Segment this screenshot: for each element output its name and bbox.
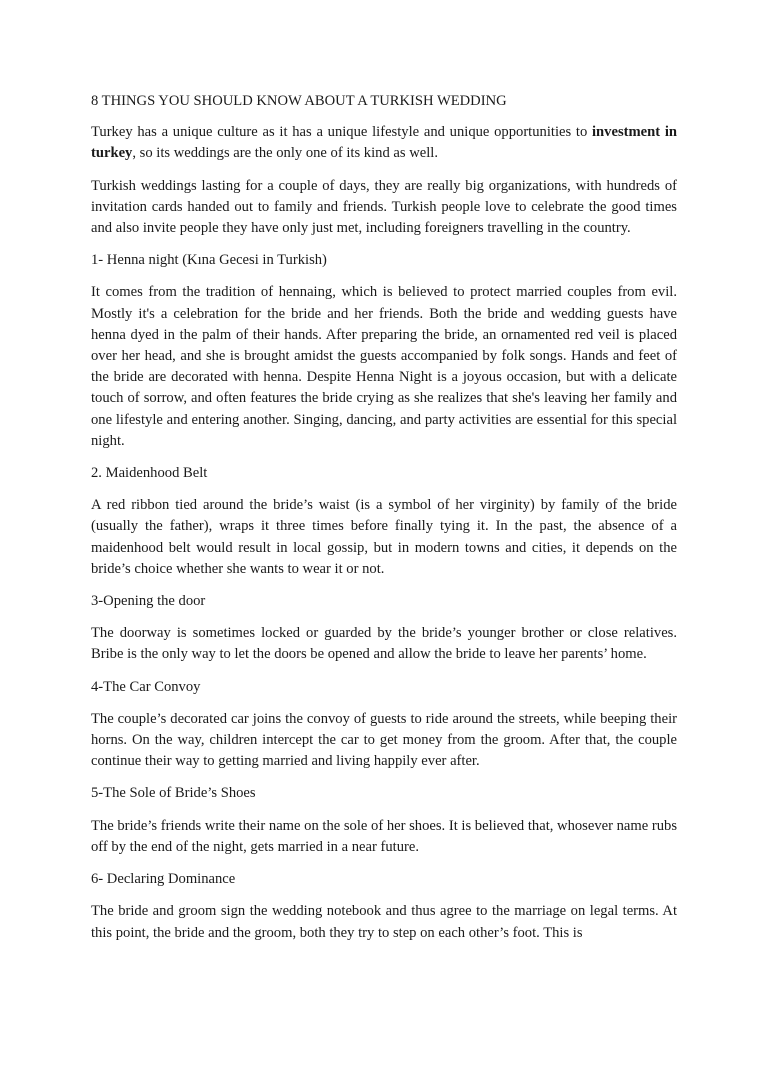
- intro-text-before: Turkey has a unique culture as it has a unique lifestyle and unique opportunities to: [91, 124, 592, 141]
- document-page: [91, 91, 677, 955]
- section-body-car-convoy: The couple’s decorated car joins the convoy of guests to ride around the streets, while beeping their horns. On the way, children intercept the car to get money from the groom. After that, the couple continue their way to getting married and living happily ever after.: [91, 710, 677, 770]
- section-body-declaring-dominance: The bride and groom sign the wedding notebook and thus agree to the marriage on legal terms. At this point, the bride and the groom, both they try to step on each other’s foot. This is: [91, 903, 677, 941]
- intro-text-after: , so its weddings are the only one of its kind as well.: [132, 145, 438, 162]
- section-heading-henna-night: 1- Henna night (Kına Gecesi in Turkish): [91, 252, 327, 269]
- document-title: 8 THINGS YOU SHOULD KNOW ABOUT A TURKISH WEDDING: [91, 93, 507, 109]
- overview-paragraph: Turkish weddings lasting for a couple of days, they are really big organizations, with hundreds of invitation cards handed out to family and friends. Turkish people love to celebrate the good times and also invite people they have only just met, including foreigners travelling in the country.: [91, 177, 677, 237]
- section-heading-maidenhood-belt: 2. Maidenhood Belt: [91, 465, 208, 482]
- intro-paragraph: [91, 122, 677, 164]
- section-body-opening-the-door: The doorway is sometimes locked or guarded by the bride’s younger brother or close relatives. Bribe is the only way to let the doors be opened and allow the bride to leave her parents’ home.: [91, 625, 677, 663]
- section-heading-sole-of-shoes: 5-The Sole of Bride’s Shoes: [91, 785, 256, 802]
- section-heading-declaring-dominance: 6- Declaring Dominance: [91, 871, 236, 888]
- section-body-maidenhood-belt: A red ribbon tied around the bride’s waist (is a symbol of her virginity) by family of the bride (usually the father), wraps it three times before finally tying it. In the past, the absence of a maidenhood belt would result in local gossip, but in modern towns and cities, it depends on the bride’s choice whether she wants to wear it or not.: [91, 497, 677, 577]
- section-heading-opening-the-door: 3-Opening the door: [91, 593, 206, 610]
- section-body-sole-of-shoes: The bride’s friends write their name on the sole of her shoes. It is believed that, whosever name rubs off by the end of the night, gets married in a near future.: [91, 817, 678, 855]
- investment-in-turkey-link[interactable]: investment in turkey: [91, 124, 678, 162]
- section-body-henna-night: It comes from the tradition of hennaing, which is believed to protect married couples from evil. Mostly it's a celebration for the bride and her friends. Both the bride and wedding guests have henna dyed in the palm of their hands. After preparing the bride, an ornamented red veil is placed over her head, and she is brought amidst the guests accompanied by folk songs. Hands and feet of the bride are decorated with henna. Despite Henna Night is a joyous occasion, but with a delicate touch of sorrow, and often features the bride crying as she realizes that she's leaving her family and one lifestyle and entering another. Singing, dancing, and party activities are essential for this special night.: [91, 284, 677, 449]
- section-heading-car-convoy: 4-The Car Convoy: [91, 678, 201, 695]
